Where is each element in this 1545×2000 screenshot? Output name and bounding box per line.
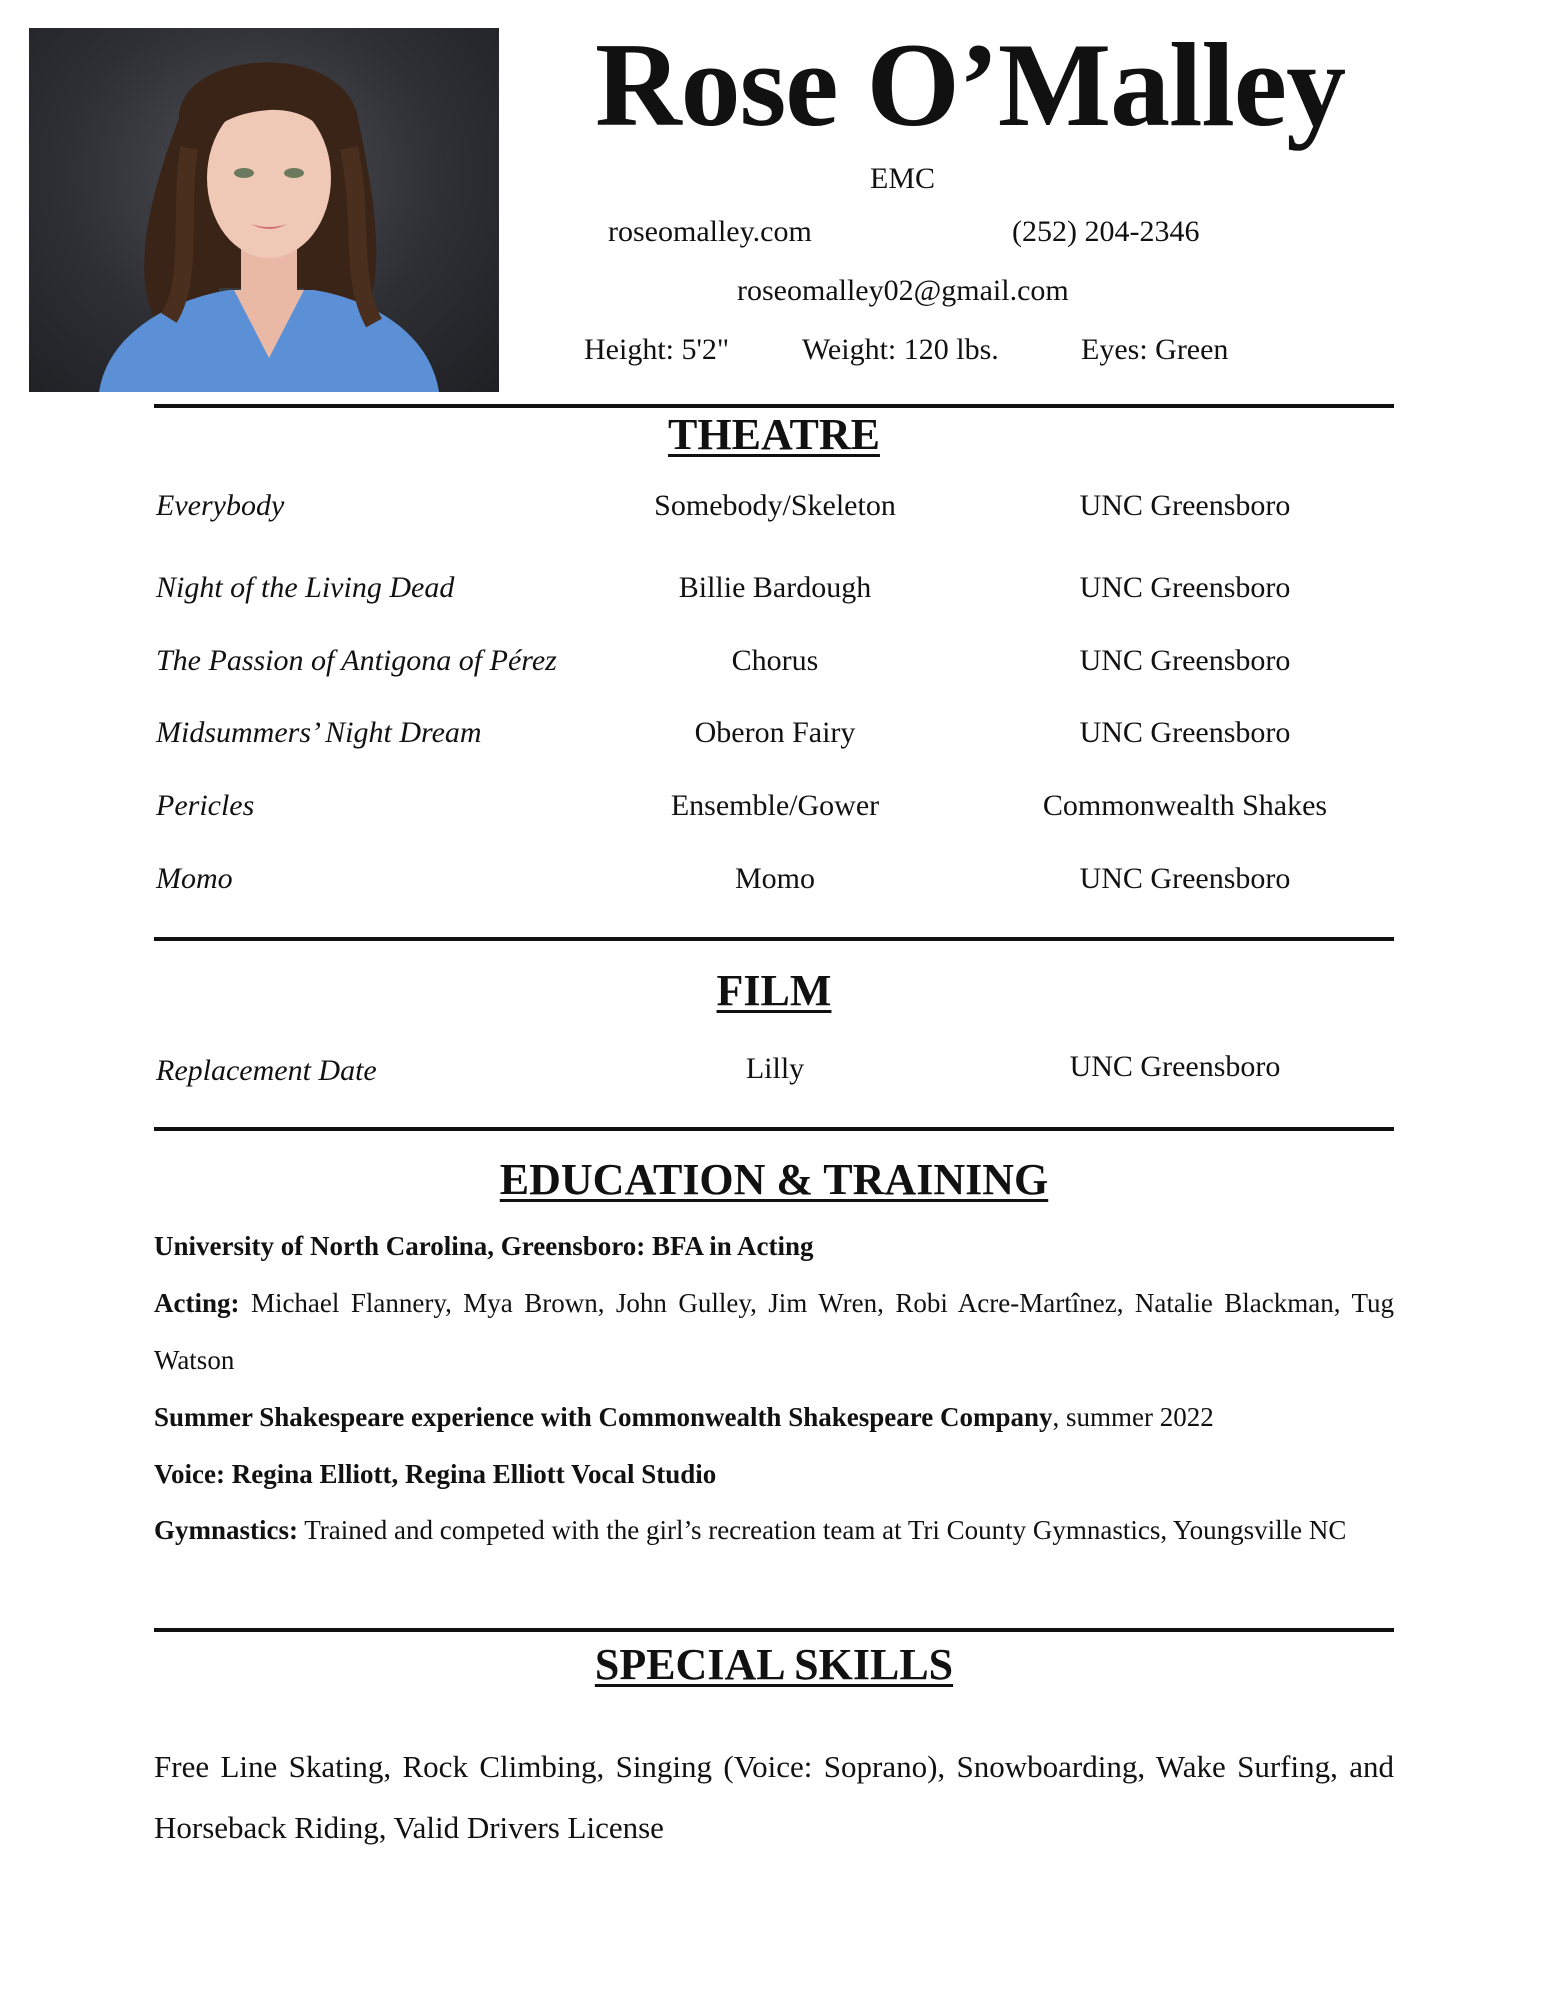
- credit-role: Oberon Fairy: [694, 716, 856, 749]
- credit-venue: UNC Greensboro: [1079, 716, 1291, 749]
- credit-role: Somebody/Skeleton: [654, 489, 896, 522]
- email-link[interactable]: roseomalley02@gmail.com: [737, 274, 1069, 307]
- website-link[interactable]: roseomalley.com: [608, 215, 812, 248]
- headshot-photo: [29, 28, 499, 392]
- credit-show: Momo: [156, 862, 233, 895]
- education-degree: [154, 1218, 1394, 1275]
- gymnastics-text: Trained and competed with the girl’s recreation team at Tri County Gymnastics, Youngsville NC: [304, 1515, 1347, 1545]
- education-voice: [154, 1446, 1394, 1503]
- acting-teachers: Michael Flannery, Mya Brown, John Gulley, Jim Wren, Robi Acre-Martînez, Natalie Blackman, Tug Watson: [154, 1288, 1394, 1375]
- credit-role: Billie Bardough: [678, 571, 872, 604]
- credit-show: The Passion of Antigona of Pérez: [156, 644, 557, 677]
- theatre-section-title: THEATRE: [668, 410, 880, 459]
- credit-role: Ensemble/Gower: [670, 789, 880, 822]
- phone-number[interactable]: (252) 204-2346: [1012, 215, 1200, 248]
- weight-stat: Weight: 120 lbs.: [802, 333, 999, 366]
- skills-text: Free Line Skating, Rock Climbing, Singing (Voice: Soprano), Snowboarding, Wake Surfing, and Horseback Riding, Valid Drivers License: [154, 1749, 1394, 1845]
- education-section-title: EDUCATION & TRAINING: [499, 1155, 1049, 1204]
- credit-venue: UNC Greensboro: [1079, 862, 1291, 895]
- degree-text: University of North Carolina, Greensboro: BFA in Acting: [154, 1231, 814, 1261]
- eyes-stat: Eyes: Green: [1081, 333, 1229, 366]
- divider-rule: [154, 404, 1394, 408]
- gymnastics-label: Gymnastics:: [154, 1515, 298, 1545]
- credit-show: Pericles: [156, 789, 255, 822]
- skills-section-title: SPECIAL SKILLS: [594, 1640, 954, 1689]
- voice-text: Voice: Regina Elliott, Regina Elliott Vocal Studio: [154, 1459, 717, 1489]
- height-stat: Height: 5'2": [584, 333, 730, 366]
- divider-rule: [154, 1127, 1394, 1131]
- credit-venue: UNC Greensboro: [1079, 571, 1291, 604]
- credit-venue: UNC Greensboro: [1079, 489, 1291, 522]
- headshot-illustration: [29, 28, 499, 392]
- divider-rule: [154, 1628, 1394, 1632]
- film-section-title: FILM: [716, 966, 832, 1015]
- education-acting: [154, 1275, 1394, 1389]
- credit-show: Replacement Date: [156, 1054, 377, 1087]
- credit-venue: Commonwealth Shakes: [1042, 789, 1328, 822]
- credit-role: Lilly: [745, 1052, 805, 1085]
- divider-rule: [154, 937, 1394, 941]
- credit-venue: UNC Greensboro: [1069, 1050, 1281, 1083]
- union-status: EMC: [870, 162, 936, 195]
- summer-label: Summer Shakespeare experience with Commonwealth Shakespeare Company: [154, 1402, 1053, 1432]
- credit-show: Night of the Living Dead: [156, 571, 455, 604]
- credit-role: Chorus: [731, 644, 819, 677]
- education-summer: [154, 1389, 1394, 1446]
- summer-text: , summer 2022: [1052, 1402, 1214, 1432]
- credit-venue: UNC Greensboro: [1079, 644, 1291, 677]
- credit-role: Momo: [734, 862, 815, 895]
- education-gymnastics: [154, 1502, 1394, 1559]
- acting-label: Acting:: [154, 1288, 240, 1318]
- performer-name: Rose O’Malley: [594, 18, 1346, 151]
- credit-show: Midsummers’ Night Dream: [156, 716, 482, 749]
- credit-show: Everybody: [156, 489, 285, 522]
